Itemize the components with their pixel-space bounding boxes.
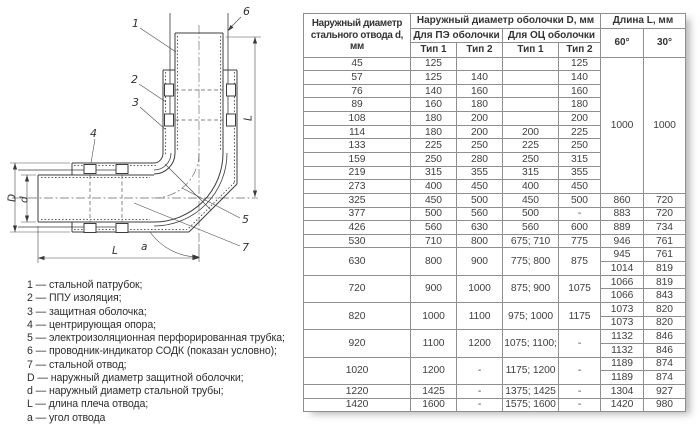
table-header <box>304 14 686 58</box>
table-cell: 159 <box>304 152 411 166</box>
dim-alpha <box>141 232 200 260</box>
table-cell: 315 <box>559 152 601 166</box>
miter-seam <box>165 164 211 210</box>
header-oc-type1: Тип 1 <box>503 43 559 58</box>
table-cell: 819 <box>644 275 686 289</box>
table-cell: 720 <box>644 207 686 221</box>
table-cell: 500 <box>411 207 457 221</box>
callout-3: 3 <box>132 96 139 109</box>
table-cell: 1073 <box>601 303 644 317</box>
table-cell: 377 <box>304 207 411 221</box>
table-cell: 140 <box>411 84 457 98</box>
table-row <box>304 275 686 289</box>
table-cell: - <box>559 357 601 384</box>
table-cell: 200 <box>559 112 601 126</box>
table-cell: 180 <box>559 98 601 112</box>
centering-support <box>165 114 174 126</box>
table-cell: - <box>559 398 601 412</box>
table-row <box>304 221 686 235</box>
table-cell: 500 <box>457 193 503 207</box>
elbow-bend <box>154 153 237 232</box>
table-cell: 1075; 1100; <box>503 330 559 357</box>
legend-item: 2 — ППУ изоляция; <box>27 292 122 305</box>
table-cell: 883 <box>601 207 644 221</box>
legend-item: a — угол отвода <box>27 411 106 424</box>
table-cell: 800 <box>457 234 503 248</box>
table-cell: - <box>457 384 503 398</box>
table-cell: 600 <box>559 221 601 235</box>
table-cell: 560 <box>411 221 457 235</box>
table-cell: 200 <box>457 125 503 139</box>
table-cell: 720 <box>304 275 411 302</box>
table-cell: 133 <box>304 139 411 153</box>
table-cell: 1420 <box>304 398 411 412</box>
table-cell: 450 <box>559 180 601 194</box>
table-cell: 761 <box>644 234 686 248</box>
dim-label-D: D <box>6 193 19 202</box>
table-cell: 500 <box>503 207 559 221</box>
table-cell: 1420 <box>601 398 644 412</box>
header-oc-casing: Для ОЦ оболочки <box>503 28 601 43</box>
table-row <box>304 330 686 344</box>
table-cell: 761 <box>644 248 686 262</box>
table-cell: 355 <box>559 166 601 180</box>
table-cell <box>503 112 559 126</box>
table-cell: 250 <box>457 139 503 153</box>
table-cell: 945 <box>601 248 644 262</box>
table-cell: 280 <box>457 152 503 166</box>
table-cell: 200 <box>457 112 503 126</box>
table-cell: 1000 <box>411 303 457 330</box>
table-cell: 1066 <box>601 289 644 303</box>
table-cell: 1075 <box>559 275 601 302</box>
table-cell: 160 <box>559 84 601 98</box>
table-cell: - <box>559 207 601 221</box>
table-cell: 1000 <box>457 275 503 302</box>
table-cell: 875 <box>559 248 601 275</box>
table-row <box>304 398 686 412</box>
dim-label-L-bottom: L <box>112 245 118 257</box>
table-cell: 250 <box>503 152 559 166</box>
dimensions-table-wrap <box>303 13 686 412</box>
legend-item: 6 — проводник-индикатор СОДК (показан условно); <box>27 345 277 358</box>
table-cell: 180 <box>457 98 503 112</box>
callout-5: 5 <box>242 213 249 226</box>
table-cell: 114 <box>304 125 411 139</box>
callout-4: 4 <box>90 127 97 140</box>
header-angle-30: 30° <box>644 28 686 57</box>
table-cell: 846 <box>644 330 686 344</box>
table-cell: 1073 <box>601 316 644 330</box>
table-cell: 400 <box>411 180 457 194</box>
table-cell: 273 <box>304 180 411 194</box>
table-cell: 900 <box>457 248 503 275</box>
table-row <box>304 357 686 371</box>
dimensions-table <box>303 13 686 412</box>
elbow-diagram <box>0 0 300 278</box>
table-row <box>304 193 686 207</box>
legend-item: 4 — центрирующая опора; <box>27 318 156 331</box>
table-cell: 315 <box>411 166 457 180</box>
table-cell: 1132 <box>601 343 644 357</box>
table-cell: 1020 <box>304 357 411 384</box>
header-casing-diameter-group: Наружный диаметр оболочки D, мм <box>411 14 601 29</box>
table-cell: 846 <box>644 343 686 357</box>
header-pe-type2: Тип 2 <box>457 43 503 58</box>
table-cell: 125 <box>411 71 457 85</box>
table-cell: 560 <box>503 221 559 235</box>
table-cell: 400 <box>503 180 559 194</box>
centering-support <box>84 224 96 233</box>
table-cell: 800 <box>411 248 457 275</box>
table-cell: 710 <box>411 234 457 248</box>
table-cell: 1175; 1200 <box>503 357 559 384</box>
table-cell: 975; 1000 <box>503 303 559 330</box>
table-cell: 1000 <box>644 57 686 193</box>
table-cell: 315 <box>503 166 559 180</box>
table-cell: 1425 <box>411 384 457 398</box>
table-cell: 1132 <box>601 330 644 344</box>
table-cell: 1200 <box>457 330 503 357</box>
header-pe-casing: Для ПЭ оболочки <box>411 28 503 43</box>
table-cell: 250 <box>411 152 457 166</box>
table-cell: 355 <box>457 166 503 180</box>
legend-item: 7 — стальной отвод; <box>27 358 127 371</box>
table-row <box>304 207 686 221</box>
table-cell: 946 <box>601 234 644 248</box>
table-cell: 530 <box>304 234 411 248</box>
table-cell: 1600 <box>411 398 457 412</box>
table-cell: 920 <box>304 330 411 357</box>
table-cell: 1220 <box>304 384 411 398</box>
table-cell <box>503 71 559 85</box>
table-cell: 1189 <box>601 371 644 385</box>
table-cell: 219 <box>304 166 411 180</box>
table-cell: 843 <box>644 289 686 303</box>
legend-item: 3 — защитная оболочка; <box>27 305 147 318</box>
table-cell: 45 <box>304 57 411 71</box>
table-cell: 927 <box>644 384 686 398</box>
table-cell: 325 <box>304 193 411 207</box>
table-cell: - <box>457 398 503 412</box>
table-cell: 1575; 1600 <box>503 398 559 412</box>
table-cell: 225 <box>411 139 457 153</box>
centering-support <box>116 224 128 233</box>
table-cell: 1100 <box>457 303 503 330</box>
table-cell: 874 <box>644 357 686 371</box>
table-cell: 820 <box>644 316 686 330</box>
centering-support <box>227 114 236 126</box>
table-cell <box>457 57 503 71</box>
dim-label-alpha: a <box>141 241 148 253</box>
dim-label-d: d <box>18 196 31 203</box>
table-cell: 250 <box>559 139 601 153</box>
table-cell: 720 <box>644 193 686 207</box>
table-cell: 160 <box>411 98 457 112</box>
centering-support <box>116 165 128 174</box>
dim-d <box>19 175 37 222</box>
header-oc-type2: Тип 2 <box>559 43 601 58</box>
table-cell: 820 <box>304 303 411 330</box>
table-cell: 225 <box>503 139 559 153</box>
table-cell: 775 <box>559 234 601 248</box>
table-row <box>304 303 686 317</box>
table-cell: 1189 <box>601 357 644 371</box>
table-row <box>304 248 686 262</box>
table-cell: 426 <box>304 221 411 235</box>
table-cell: 875; 900 <box>503 275 559 302</box>
table-cell: 1000 <box>601 57 644 193</box>
legend-item: 1 — стальной патрубок; <box>27 279 143 291</box>
legend-item: L — длина плеча отвода; <box>27 398 149 411</box>
table-cell: 180 <box>411 125 457 139</box>
callout-7: 7 <box>242 241 249 254</box>
table-cell: 860 <box>601 193 644 207</box>
table-cell: 225 <box>559 125 601 139</box>
centering-support <box>227 84 236 96</box>
table-cell: 820 <box>644 303 686 317</box>
table-cell: 140 <box>457 71 503 85</box>
table-cell: 980 <box>644 398 686 412</box>
table-cell: 450 <box>411 193 457 207</box>
dim-label-L-right: L <box>242 115 255 121</box>
header-length-group: Длина L, мм <box>601 14 686 29</box>
table-cell: 734 <box>644 221 686 235</box>
table-cell <box>503 98 559 112</box>
table-cell: 57 <box>304 71 411 85</box>
table-cell: - <box>559 330 601 357</box>
table-cell: 160 <box>457 84 503 98</box>
table-cell: 200 <box>503 125 559 139</box>
legend <box>27 279 312 425</box>
table-cell: 874 <box>644 371 686 385</box>
table-cell: 125 <box>411 57 457 71</box>
table-cell: 1304 <box>601 384 644 398</box>
callout-1: 1 <box>132 17 139 30</box>
table-cell: 1375; 1425 <box>503 384 559 398</box>
table-cell: 819 <box>644 262 686 276</box>
table-cell: 140 <box>559 71 601 85</box>
table-cell: 1100 <box>411 330 457 357</box>
header-angle-60: 60° <box>601 28 644 57</box>
table-cell: 775; 800 <box>503 248 559 275</box>
table-cell: - <box>457 357 503 384</box>
table-cell: 560 <box>457 207 503 221</box>
header-steel-diameter: Наружный диаметр стального отвода d, мм <box>304 14 411 58</box>
legend-item: d — наружный диаметр стальной трубы; <box>27 385 224 397</box>
table-cell: 180 <box>411 112 457 126</box>
table-cell: 76 <box>304 84 411 98</box>
table-cell: - <box>559 384 601 398</box>
table-cell: 630 <box>304 248 411 275</box>
table-cell: 1175 <box>559 303 601 330</box>
legend-item: D — наружный диаметр защитной оболочки; <box>27 371 244 384</box>
table-cell: 900 <box>411 275 457 302</box>
table-cell: 1200 <box>411 357 457 384</box>
callout-2: 2 <box>131 73 138 86</box>
header-pe-type1: Тип 1 <box>411 43 457 58</box>
table-row <box>304 57 686 71</box>
table-cell: 675; 710 <box>503 234 559 248</box>
table-cell: 889 <box>601 221 644 235</box>
table-cell <box>503 84 559 98</box>
table-cell: 125 <box>559 57 601 71</box>
table-cell: 630 <box>457 221 503 235</box>
table-cell: 1014 <box>601 262 644 276</box>
legend-item: 5 — электроизоляционная перфорированная трубка; <box>27 332 285 344</box>
table-row <box>304 384 686 398</box>
table-cell: 89 <box>304 98 411 112</box>
centering-support <box>84 165 96 174</box>
table-cell <box>503 57 559 71</box>
table-cell: 450 <box>457 180 503 194</box>
callout-6: 6 <box>243 5 250 18</box>
table-cell: 500 <box>559 193 601 207</box>
table-body <box>304 57 686 412</box>
centering-support <box>165 84 174 96</box>
sodk-wires <box>18 170 118 227</box>
table-row <box>304 234 686 248</box>
table-cell: 108 <box>304 112 411 126</box>
table-cell: 450 <box>503 193 559 207</box>
table-cell: 1066 <box>601 275 644 289</box>
